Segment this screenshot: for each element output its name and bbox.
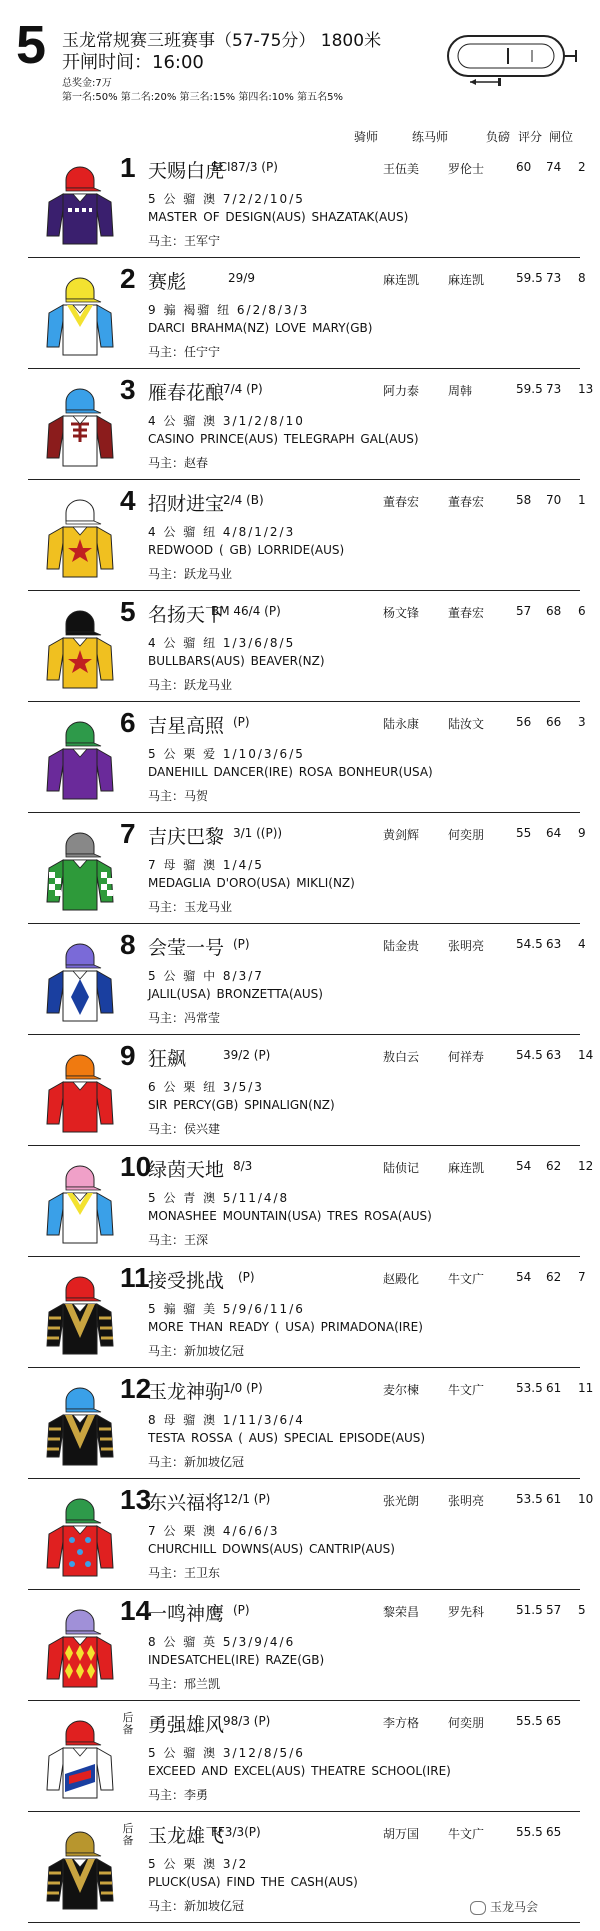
rating: 63 — [546, 1048, 562, 1062]
pedigree: MASTER OF DESIGN(AUS) SHAZATAK(AUS) — [148, 210, 409, 224]
carried-weight: 58 — [516, 493, 532, 507]
carried-weight: 55 — [516, 826, 532, 840]
col-jockey: 骑师 — [354, 130, 379, 144]
watermark — [470, 1898, 538, 1915]
recent-form: (P) — [238, 1270, 255, 1284]
horse-details: 7 母 骝 澳 1/4/5 — [148, 858, 264, 872]
pedigree: PLUCK(USA) FIND THE CASH(AUS) — [148, 1875, 358, 1889]
runner-number: 4 — [120, 485, 136, 516]
runner-number: 14 — [120, 1595, 152, 1626]
horse-name: 吉庆巴黎 — [148, 826, 225, 848]
jockey-name: 杨文锋 — [383, 606, 420, 620]
jockey-silks-icon — [43, 713, 117, 801]
recent-form: FF3/3(P) — [211, 1825, 261, 1839]
horse-details: 5 骟 骝 美 5/9/6/11/6 — [148, 1302, 305, 1316]
pedigree: SIR PERCY(GB) SPINALIGN(NZ) — [148, 1098, 335, 1112]
horse-name: 东兴福将 — [148, 1492, 225, 1514]
total-prize: 总奖金:7万 — [62, 78, 112, 89]
runner-row — [28, 703, 586, 813]
owner-name: 马主：王卫东 — [148, 1566, 221, 1580]
runner-row — [28, 1591, 586, 1701]
row-divider — [28, 1145, 580, 1146]
draw: 11 — [578, 1381, 594, 1395]
reserve-label: 后备 — [122, 1711, 134, 1736]
recent-form: BM 46/4 (P) — [211, 604, 281, 618]
jockey-name: 胡万国 — [383, 1827, 420, 1841]
pedigree: DARCI BRAHMA(NZ) LOVE MARY(GB) — [148, 321, 373, 335]
row-divider — [28, 257, 580, 258]
start-time: 开闸时间：16:00 — [62, 52, 204, 73]
pedigree: TESTA ROSSA ( AUS) SPECIAL EPISODE(AUS) — [148, 1431, 426, 1445]
jockey-silks-icon — [43, 1712, 117, 1800]
horse-details: 5 公 栗 澳 3/2 — [148, 1857, 249, 1871]
owner-name: 马主：新加坡亿冠 — [148, 1455, 245, 1469]
runner-number: 5 — [120, 596, 136, 627]
owner-name: 马主：马贺 — [148, 789, 209, 803]
jockey-name: 阿力泰 — [383, 384, 420, 398]
owner-name: 马主：冯常莹 — [148, 1011, 221, 1025]
jockey-name: 赵殿化 — [383, 1272, 420, 1286]
horse-name: 接受挑战 — [148, 1270, 225, 1292]
race-number: 5 — [16, 15, 47, 75]
jockey-silks-icon — [43, 1601, 117, 1689]
jockey-name: 张光朗 — [383, 1494, 420, 1508]
horse-name: 勇强雄风 — [148, 1714, 225, 1736]
rating: 66 — [546, 715, 562, 729]
race-title: 玉龙常规赛三班赛事（57-75分） 1800米 — [62, 31, 382, 51]
jockey-name: 陆永康 — [383, 717, 420, 731]
watermark-text: 玉龙马会 — [490, 1900, 539, 1914]
draw: 7 — [578, 1270, 586, 1284]
col-draw: 闸位 — [549, 130, 574, 144]
recent-form: (P) — [233, 715, 250, 729]
jockey-name: 李方格 — [383, 1716, 420, 1730]
jockey-silks-icon — [43, 1490, 117, 1578]
runner-row — [28, 1369, 594, 1479]
draw: 12 — [578, 1159, 594, 1173]
pedigree: CHURCHILL DOWNS(AUS) CANTRIP(AUS) — [148, 1542, 395, 1556]
row-divider — [28, 923, 580, 924]
horse-details: 9 骟 褐骝 纽 6/2/8/3/3 — [148, 303, 310, 317]
jockey-name: 董春宏 — [383, 495, 420, 509]
row-divider — [28, 1367, 580, 1368]
runner-row — [28, 370, 594, 480]
runner-number: 1 — [120, 152, 136, 183]
runner-number: 2 — [120, 263, 136, 294]
pedigree: MORE THAN READY ( USA) PRIMADONA(IRE) — [148, 1320, 423, 1334]
row-divider — [28, 590, 580, 591]
draw: 1 — [578, 493, 586, 507]
runner-row — [28, 1480, 594, 1590]
draw: 5 — [578, 1603, 586, 1617]
horse-name: 招财进宝 — [148, 493, 225, 515]
horse-details: 7 公 栗 澳 4/6/6/3 — [148, 1524, 280, 1538]
jockey-name: 麻连凯 — [383, 273, 420, 287]
runner-number: 8 — [120, 929, 136, 960]
runner-row — [28, 481, 586, 591]
trainer-name: 罗先科 — [448, 1605, 485, 1619]
recent-form: 1/0 (P) — [223, 1381, 263, 1395]
owner-name: 马主：王军宁 — [148, 234, 221, 248]
jockey-silks-icon — [43, 1046, 117, 1134]
carried-weight: 55.5 — [516, 1825, 543, 1839]
jockey-silks-icon — [43, 1379, 117, 1467]
runner-row — [28, 925, 586, 1035]
horse-name: 玉龙神驹 — [148, 1381, 225, 1403]
rating: 57 — [546, 1603, 562, 1617]
pedigree: REDWOOD ( GB) LORRIDE(AUS) — [148, 543, 345, 557]
trainer-name: 罗伦士 — [448, 162, 485, 176]
runner-row — [28, 814, 586, 924]
jockey-silks-icon — [43, 824, 117, 912]
owner-name: 马主：赵春 — [148, 456, 209, 470]
col-weight: 负磅 — [486, 130, 511, 144]
col-trainer: 练马师 — [412, 130, 449, 144]
rating: 61 — [546, 1381, 562, 1395]
pedigree: CASINO PRINCE(AUS) TELEGRAPH GAL(AUS) — [148, 432, 419, 446]
jockey-name: 黄剑辉 — [383, 828, 420, 842]
row-divider — [28, 1700, 580, 1701]
horse-details: 4 公 骝 纽 1/3/6/8/5 — [148, 636, 296, 650]
recent-form: 3/1 ((P)) — [233, 826, 283, 840]
jockey-silks-icon — [43, 380, 117, 468]
rating: 65 — [546, 1714, 562, 1728]
recent-form: 12/1 (P) — [223, 1492, 271, 1506]
pedigree: INDESATCHEL(IRE) RAZE(GB) — [148, 1653, 325, 1667]
runner-row — [28, 148, 586, 258]
jockey-name: 麦尔楝 — [383, 1383, 420, 1397]
recent-form: 7/4 (P) — [223, 382, 263, 396]
carried-weight: 53.5 — [516, 1492, 543, 1506]
horse-details: 5 公 栗 爱 1/10/3/6/5 — [148, 747, 305, 761]
rating: 70 — [546, 493, 562, 507]
rating: 65 — [546, 1825, 562, 1839]
runner-number: 11 — [120, 1262, 150, 1293]
rating: 73 — [546, 382, 562, 396]
jockey-silks-icon — [43, 935, 117, 1023]
horse-details: 5 公 骝 中 8/3/7 — [148, 969, 264, 983]
horse-name: 绿茵天地 — [148, 1159, 225, 1181]
runner-row — [28, 1036, 594, 1146]
owner-name: 马主：王深 — [148, 1233, 209, 1247]
prize-split: 第一名:50% 第二名:20% 第三名:15% 第四名:10% 第五名5% — [62, 92, 343, 103]
rating: 64 — [546, 826, 562, 840]
recent-form: 98/3 (P) — [223, 1714, 271, 1728]
trainer-name: 何奕朋 — [448, 828, 485, 842]
recent-form: (P) — [233, 937, 250, 951]
rating: 73 — [546, 271, 562, 285]
draw: 8 — [578, 271, 586, 285]
runner-number: 13 — [120, 1484, 152, 1515]
row-divider — [28, 368, 580, 369]
draw: 6 — [578, 604, 586, 618]
pedigree: DANEHILL DANCER(IRE) ROSA BONHEUR(USA) — [148, 765, 433, 779]
runner-row — [28, 259, 586, 369]
recent-form: SCI87/3 (P) — [211, 160, 278, 174]
horse-name: 赛彪 — [148, 271, 187, 293]
carried-weight: 53.5 — [516, 1381, 543, 1395]
owner-name: 马主：新加坡亿冠 — [148, 1344, 245, 1358]
trainer-name: 张明亮 — [448, 1494, 485, 1508]
owner-name: 马主：侯兴建 — [148, 1122, 221, 1136]
trainer-name: 牛文广 — [448, 1272, 485, 1286]
rating: 74 — [546, 160, 562, 174]
jockey-silks-icon — [43, 602, 117, 690]
horse-name: 一鸣神鹰 — [148, 1603, 225, 1625]
draw: 3 — [578, 715, 586, 729]
trainer-name: 董春宏 — [448, 606, 485, 620]
pedigree: BULLBARS(AUS) BEAVER(NZ) — [148, 654, 325, 668]
jockey-name: 陆金贵 — [383, 939, 420, 953]
horse-details: 6 公 栗 纽 3/5/3 — [148, 1080, 264, 1094]
row-divider — [28, 1256, 580, 1257]
jockey-name: 黎荣昌 — [383, 1605, 420, 1619]
row-divider — [28, 812, 580, 813]
rating: 63 — [546, 937, 562, 951]
trainer-name: 何祥寿 — [448, 1050, 485, 1064]
jockey-silks-icon — [43, 269, 117, 357]
owner-name: 马主：玉龙马业 — [148, 900, 233, 914]
recent-form: 29/9 — [228, 271, 255, 285]
carried-weight: 60 — [516, 160, 532, 174]
carried-weight: 59.5 — [516, 271, 543, 285]
pedigree: MEDAGLIA D'ORO(USA) MIKLI(NZ) — [148, 876, 355, 890]
horse-details: 4 公 骝 纽 4/8/1/2/3 — [148, 525, 296, 539]
runner-row — [28, 1147, 594, 1257]
trainer-name: 牛文广 — [448, 1383, 485, 1397]
horse-name: 狂飙 — [148, 1048, 187, 1070]
runner-number: 12 — [120, 1373, 152, 1404]
owner-name: 马主：李勇 — [148, 1788, 209, 1802]
owner-name: 马主：新加坡亿冠 — [148, 1899, 245, 1913]
horse-name: 名扬天下 — [148, 604, 225, 626]
horse-name: 玉龙雄飞 — [148, 1825, 225, 1847]
rating: 62 — [546, 1159, 562, 1173]
trainer-name: 何奕朋 — [448, 1716, 485, 1730]
recent-form: (P) — [233, 1603, 250, 1617]
row-divider — [28, 1034, 580, 1035]
carried-weight: 54.5 — [516, 937, 543, 951]
jockey-silks-icon — [43, 158, 117, 246]
runner-row — [28, 1702, 580, 1812]
carried-weight: 54 — [516, 1159, 532, 1173]
jockey-name: 陆侦记 — [383, 1161, 420, 1175]
trainer-name: 陆汝文 — [448, 717, 485, 731]
jockey-name: 王伍美 — [383, 162, 420, 176]
row-divider — [28, 1589, 580, 1590]
draw: 9 — [578, 826, 586, 840]
col-rating: 评分 — [518, 130, 543, 144]
draw: 10 — [578, 1492, 594, 1506]
carried-weight: 57 — [516, 604, 532, 618]
horse-details: 8 母 骝 澳 1/11/3/6/4 — [148, 1413, 305, 1427]
horse-name: 雁春花酿 — [148, 382, 225, 404]
recent-form: 8/3 — [233, 1159, 253, 1173]
reserve-label: 后备 — [122, 1822, 134, 1847]
draw: 4 — [578, 937, 586, 951]
recent-form: 2/4 (B) — [223, 493, 264, 507]
owner-name: 马主：任宁宁 — [148, 345, 221, 359]
horse-name: 天赐白虎 — [148, 160, 225, 182]
chat-icon — [470, 1901, 486, 1915]
runner-row — [28, 592, 586, 702]
rating: 61 — [546, 1492, 562, 1506]
jockey-name: 敖白云 — [383, 1050, 420, 1064]
horse-details: 8 公 骝 英 5/3/9/4/6 — [148, 1635, 296, 1649]
runner-number: 6 — [120, 707, 136, 738]
carried-weight: 56 — [516, 715, 532, 729]
carried-weight: 54 — [516, 1270, 532, 1284]
row-divider — [28, 1478, 580, 1479]
track-diagram-icon — [440, 30, 580, 92]
row-divider — [28, 1922, 580, 1923]
trainer-name: 董春宏 — [448, 495, 485, 509]
horse-details: 5 公 骝 澳 3/12/8/5/6 — [148, 1746, 305, 1760]
runner-number: 7 — [120, 818, 136, 849]
trainer-name: 周韩 — [448, 384, 473, 398]
horse-name: 吉星高照 — [148, 715, 225, 737]
horse-name: 会莹一号 — [148, 937, 225, 959]
owner-name: 马主：跃龙马业 — [148, 567, 233, 581]
runner-number: 10 — [120, 1151, 152, 1182]
carried-weight: 51.5 — [516, 1603, 543, 1617]
pedigree: MONASHEE MOUNTAIN(USA) TRES ROSA(AUS) — [148, 1209, 432, 1223]
pedigree: JALIL(USA) BRONZETTA(AUS) — [148, 987, 323, 1001]
horse-details: 4 公 骝 澳 3/1/2/8/10 — [148, 414, 305, 428]
horse-details: 5 公 骝 澳 7/2/2/10/5 — [148, 192, 305, 206]
jockey-silks-icon — [43, 1157, 117, 1245]
carried-weight: 59.5 — [516, 382, 543, 396]
rating: 68 — [546, 604, 562, 618]
runner-number: 9 — [120, 1040, 136, 1071]
rating: 62 — [546, 1270, 562, 1284]
row-divider — [28, 479, 580, 480]
carried-weight: 54.5 — [516, 1048, 543, 1062]
trainer-name: 麻连凯 — [448, 273, 485, 287]
runner-number: 3 — [120, 374, 136, 405]
draw: 2 — [578, 160, 586, 174]
row-divider — [28, 701, 580, 702]
recent-form: 39/2 (P) — [223, 1048, 271, 1062]
draw: 14 — [578, 1048, 594, 1062]
pedigree: EXCEED AND EXCEL(AUS) THEATRE SCHOOL(IRE) — [148, 1764, 451, 1778]
runner-row — [28, 1258, 586, 1368]
jockey-silks-icon — [43, 1823, 117, 1911]
horse-details: 5 公 青 澳 5/11/4/8 — [148, 1191, 290, 1205]
trainer-name: 麻连凯 — [448, 1161, 485, 1175]
trainer-name: 牛文广 — [448, 1827, 485, 1841]
draw: 13 — [578, 382, 594, 396]
carried-weight: 55.5 — [516, 1714, 543, 1728]
jockey-silks-icon — [43, 491, 117, 579]
trainer-name: 张明亮 — [448, 939, 485, 953]
owner-name: 马主：邢兰凯 — [148, 1677, 221, 1691]
owner-name: 马主：跃龙马业 — [148, 678, 233, 692]
row-divider — [28, 1811, 580, 1812]
jockey-silks-icon — [43, 1268, 117, 1356]
